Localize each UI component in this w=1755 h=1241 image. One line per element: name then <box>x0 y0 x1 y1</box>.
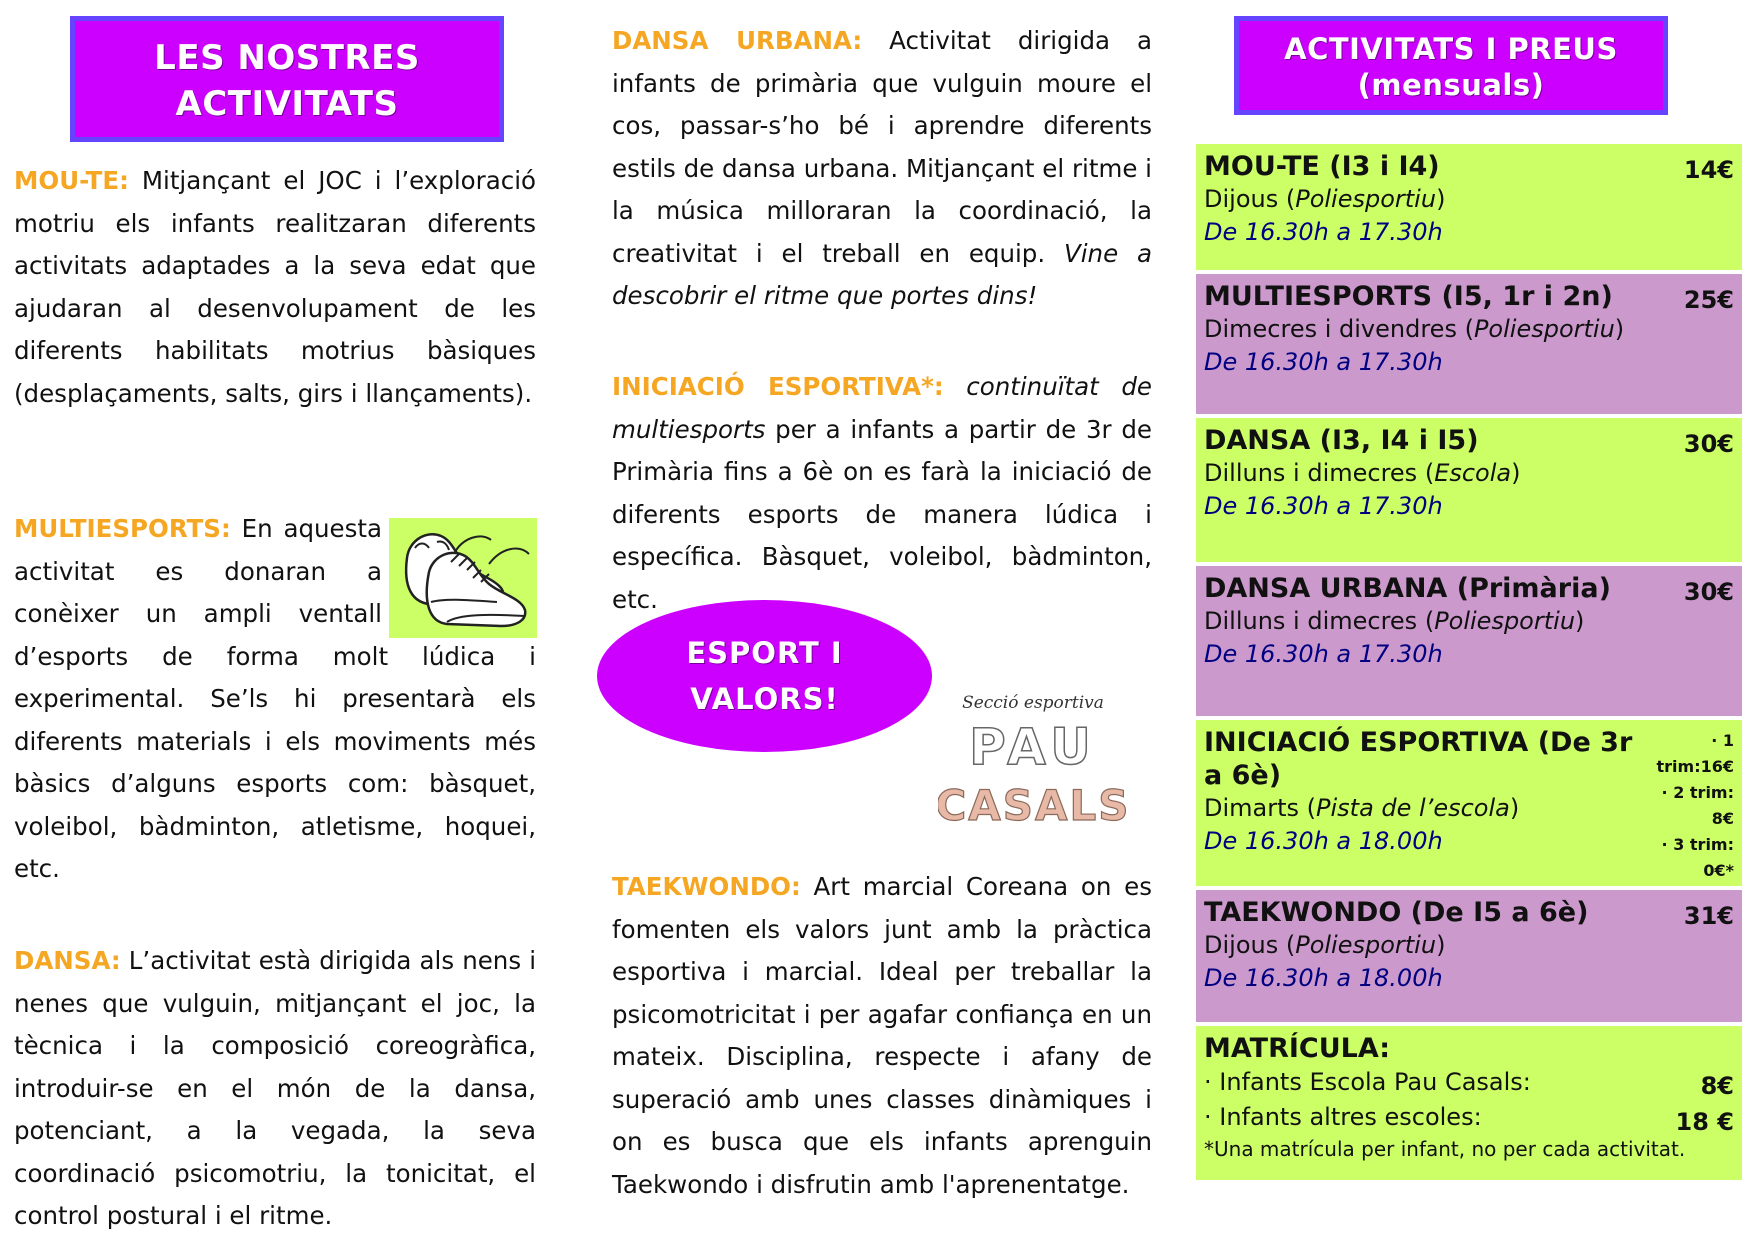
logo-word-casals: CASALS <box>938 781 1128 830</box>
matricula-row <box>1196 1026 1742 1180</box>
activity-name: TAEKWONDO (De I5 a 6è) <box>1204 897 1589 928</box>
matricula-line2-text: · Infants altres escoles: <box>1204 1103 1482 1131</box>
matricula-price-altres: 18 € <box>1675 1108 1734 1136</box>
matricula-line1-text: · Infants Escola Pau Casals: <box>1204 1068 1531 1096</box>
section-multiesports-heading: MULTIESPORTS: <box>14 514 231 543</box>
activity-days-text: Dimecres i divendres ( <box>1204 315 1474 343</box>
logo-caption: Secció esportiva <box>962 693 1104 713</box>
section-dansa <box>14 940 536 1238</box>
activity-days-text: Dilluns i dimecres ( <box>1204 607 1435 635</box>
activity-time: De 16.30h a 17.30h <box>1204 492 1443 520</box>
activity-name: DANSA (I3, I4 i I5) <box>1204 425 1479 456</box>
activity-days-end: ) <box>1614 315 1625 343</box>
section-moute <box>14 160 536 415</box>
left-title-line1: LES NOSTRES <box>154 38 420 78</box>
price-line: · 3 trim: 0€* <box>1661 835 1734 880</box>
activity-price: 30€ <box>1683 578 1734 606</box>
activity-price: 14€ <box>1683 156 1734 184</box>
section-moute-text: Mitjançant el JOC i l’exploració motriu els infants realitzaran diferents activitats adaptades a la seva edat que ajudaran al desenvolupament de les diferents habilitats motrius bàsiques (desplaçaments, salts, girs i llançaments). <box>14 166 536 408</box>
activity-days-text: Dijous ( <box>1204 185 1296 213</box>
section-dansa-urbana-text: Activitat dirigida a infants de primària que vulguin moure el cos, passar-s’ho bé i aprendre diferents estils de dansa urbana. Mitjançant el ritme i la música milloraran la coordinació, la creativitat i el treball en equip. <box>612 26 1152 268</box>
activity-days-end: ) <box>1511 459 1521 487</box>
section-taekwondo <box>612 866 1152 1206</box>
price-row <box>1196 418 1742 566</box>
activity-price: 25€ <box>1683 286 1734 314</box>
activity-time: De 16.30h a 17.30h <box>1204 218 1443 246</box>
section-iniciacio-heading: INICIACIÓ ESPORTIVA*: <box>612 372 944 401</box>
activity-place: Poliesportiu <box>1295 931 1437 959</box>
left-title-box <box>70 16 504 142</box>
slogan-line1: ESPORT I <box>686 636 843 670</box>
price-row <box>1196 890 1742 1026</box>
activity-days-end: ) <box>1509 794 1520 822</box>
activity-time: De 16.30h a 18.00h <box>1204 964 1443 992</box>
section-dansa-urbana <box>612 20 1152 318</box>
section-iniciacio-text: per a infants a partir de 3r de Primària fins a 6è on es farà la iniciació de diferents esports de manera lúdica i específica. Bàsquet, voleibol, bàdminton, etc. <box>612 414 1152 614</box>
activity-name: INICIACIÓ ESPORTIVA (De 3r a 6è) <box>1204 727 1633 791</box>
price-row <box>1196 566 1742 720</box>
slogan-line2: VALORS! <box>690 682 839 716</box>
activity-name: MOU-TE (I3 i I4) <box>1204 151 1440 182</box>
price-table <box>1196 144 1742 1180</box>
activity-time: De 16.30h a 17.30h <box>1204 348 1443 376</box>
activity-price: 31€ <box>1683 902 1734 930</box>
section-multiesports-text: En aquesta activitat es donaran a conèixer un ampli ventall d’esports de forma molt lúdica i experimental. Se’ls hi presentarà els diferents materials i els moviments més bàsics d’alguns esports com: bàsquet, voleibol, bàdminton, atletisme, hoquei, etc. <box>14 514 536 883</box>
matricula-title: MATRÍCULA: <box>1204 1033 1391 1064</box>
left-title-line2: ACTIVITATS <box>175 84 399 124</box>
activity-days <box>1204 929 1734 962</box>
matricula-note: *Una matrícula per infant, no per cada activitat. <box>1204 1137 1686 1161</box>
section-multiesports <box>14 508 536 891</box>
price-line: · 1 trim:16€ <box>1656 731 1734 776</box>
activity-days-text: Dilluns i dimecres ( <box>1204 459 1435 487</box>
activity-price: 30€ <box>1683 430 1734 458</box>
matricula-line-altres <box>1204 1100 1734 1135</box>
activity-days <box>1204 605 1734 638</box>
activity-place: Escola <box>1434 459 1512 487</box>
activity-price <box>1642 728 1734 884</box>
activity-place: Poliesportiu <box>1295 185 1437 213</box>
right-title-line1: ACTIVITATS I PREUS <box>1284 32 1618 66</box>
section-dansa-urbana-italic: Vine a descobrir el ritme que portes dins! <box>612 238 1152 310</box>
activity-time: De 16.30h a 17.30h <box>1204 640 1443 668</box>
sneakers-spacer <box>382 514 536 634</box>
pau-casals-logo <box>938 682 1128 832</box>
activity-name: DANSA URBANA (Primària) <box>1204 573 1611 604</box>
logo-word-pau: PAU <box>969 718 1097 776</box>
activity-days-end: ) <box>1436 931 1446 959</box>
matricula-price-escola: 8€ <box>1700 1072 1734 1100</box>
activity-days-end: ) <box>1436 185 1446 213</box>
activity-time: De 16.30h a 18.00h <box>1204 827 1443 855</box>
section-dansa-heading: DANSA: <box>14 946 121 975</box>
activity-days-text: Dijous ( <box>1204 931 1296 959</box>
price-row <box>1196 720 1742 890</box>
activity-name: MULTIESPORTS (I5, 1r i 2n) <box>1204 281 1613 312</box>
price-row <box>1196 144 1742 274</box>
activity-days <box>1204 457 1734 490</box>
section-dansa-text: L’activitat està dirigida als nens i nenes que vulguin, mitjançant el joc, la tècnica i la composició coreogràfica, introduir-se en el món de la dansa, potenciant, a la vegada, la seva coordinació psicomotriu, la tonicitat, el control postural i el ritme. <box>14 946 536 1230</box>
activity-days <box>1204 313 1734 346</box>
price-row <box>1196 274 1742 418</box>
right-title-line2: (mensuals) <box>1357 68 1545 102</box>
section-taekwondo-heading: TAEKWONDO: <box>612 872 801 901</box>
activity-place: Pista de l’escola <box>1316 794 1510 822</box>
section-dansa-urbana-heading: DANSA URBANA: <box>612 26 863 55</box>
activity-place: Poliesportiu <box>1434 607 1576 635</box>
activity-days-text: Dimarts ( <box>1204 794 1317 822</box>
section-taekwondo-text: Art marcial Coreana on es fomenten els valors junt amb la pràctica esportiva i marcial. Ideal per treballar la psicomotricitat i per agafar confiança en un mateix. Disciplina, respecte i afany de superació amb unes classes dinàmiques i on es busca que els infants aprenguin Taekwondo i disfrutin amb l'aprenentatge. <box>612 872 1152 1199</box>
section-iniciacio-italic: continuïtat de multiesports <box>612 372 1152 444</box>
activity-days <box>1204 183 1734 216</box>
activity-days-end: ) <box>1575 607 1585 635</box>
matricula-line-escola <box>1204 1065 1734 1100</box>
activity-place: Poliesportiu <box>1473 315 1615 343</box>
section-moute-heading: MOU-TE: <box>14 166 129 195</box>
price-line: · 2 trim: 8€ <box>1661 783 1734 828</box>
right-title-box <box>1234 16 1668 115</box>
slogan-ellipse <box>597 600 932 752</box>
section-iniciacio <box>612 366 1152 621</box>
